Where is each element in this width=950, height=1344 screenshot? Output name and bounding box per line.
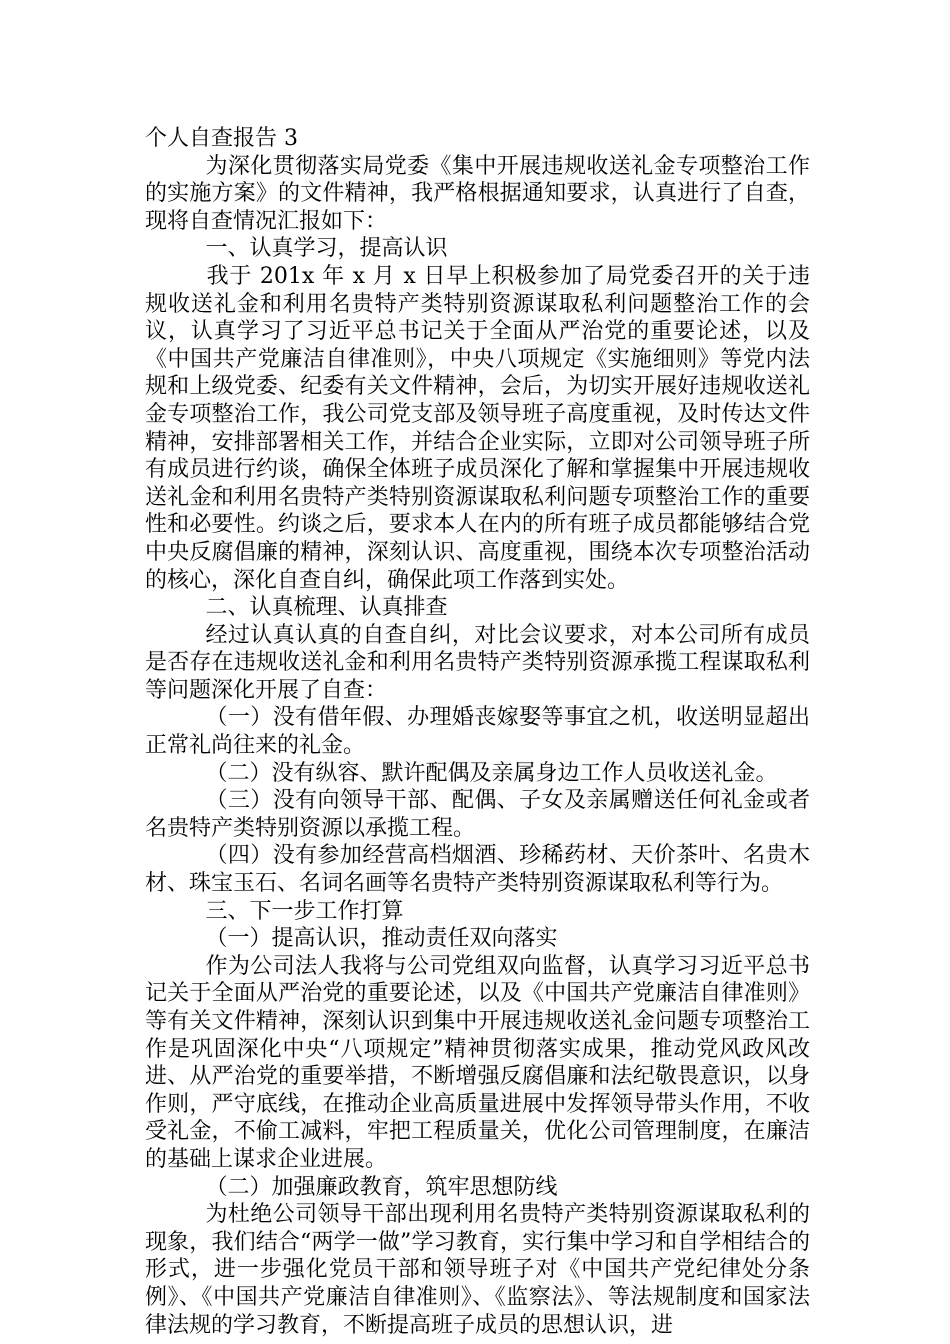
- section-heading-1: 一、认真学习，提高认识: [205, 236, 448, 262]
- list-item: （一）没有借年假、办理婚丧嫁娶等事宜之机，收送明显超出正常礼尚往来的礼金。: [145, 705, 810, 759]
- section-heading-2: 二、认真梳理、认真排查: [205, 595, 448, 621]
- section-heading-3: 三、下一步工作打算: [205, 898, 404, 924]
- sub-heading: （二）加强廉政教育，筑牢思想防线: [205, 1174, 558, 1200]
- body-paragraph: 经过认真认真的自查自纠，对比会议要求，对本公司所有成员是否存在违规收送礼金和利用名贵特产类特别资源承揽工程谋取私利等问题深化开展了自查：: [145, 622, 810, 703]
- body-paragraph: 作为公司法人我将与公司党组双向监督，认真学习习近平总书记关于全面从严治党的重要论述，以及《中国共产党廉洁自律准则》等有关文件精神，深刻认识到集中开展违规收送礼金问题专项整治工作是巩固深化中央“八项规定”精神贯彻落实成果，推动党风政风改进、从严治党的重要举措，不断增强反腐倡廉和法纪敬畏意识，以身作则，严守底线，在推动企业高质量进展中发挥领导带头作用，不收受礼金，不偷工减料，牢把工程质量关，优化公司管理制度，在廉洁的基础上谋求企业进展。: [145, 953, 810, 1172]
- body-paragraph: 为杜绝公司领导干部出现利用名贵特产类特别资源谋取私利的现象，我们结合“两学一做”学习教育，实行集中学习和自学相结合的形式，进一步强化党员干部和领导班子对《中国共产党纪律处分条例》、《中国共产党廉洁自律准则》、《监察法》、等法规制度和国家法律法规的学习教育，不断提高班子成员的思想认识，进: [145, 1202, 810, 1338]
- sub-heading: （一）提高认识，推动责任双向落实: [205, 926, 558, 952]
- document-body: [145, 125, 810, 1339]
- list-item: （二）没有纵容、默许配偶及亲属身边工作人员收送礼金。: [205, 760, 778, 786]
- body-paragraph: 我于 201x 年 x 月 x 日早上积极参加了局党委召开的关于违规收送礼金和利用名贵特产类特别资源谋取私利问题整治工作的会议，认真学习了习近平总书记关于全面从严治党的重要论述，以及《中国共产党廉洁自律准则》，中央八项规定《实施细则》等党内法规和上级党委、纪委有关文件精神，会后，为切实开展好违规收送礼金专项整治工作，我公司党支部及领导班子高度重视，及时传达文件精神，安排部署相关工作，并结合企业实际，立即对公司领导班子所有成员进行约谈，确保全体班子成员深化了解和掌握集中开展违规收送礼金和利用名贵特产类特别资源谋取私利问题专项整治工作的重要性和必要性。约谈之后，要求本人在内的所有班子成员都能够结合党中央反腐倡廉的精神，深刻认识、高度重视，围绕本次专项整治活动的核心，深化自查自纠，确保此项工作落到实处。: [145, 263, 810, 593]
- list-item: （三）没有向领导干部、配偶、子女及亲属赠送任何礼金或者名贵特产类特别资源以承揽工程。: [145, 788, 810, 841]
- intro-paragraph: 为深化贯彻落实局党委《集中开展违规收送礼金专项整治工作的实施方案》的文件精神，我严格根据通知要求，认真进行了自查，现将自查情况汇报如下：: [145, 153, 810, 234]
- list-item: （四）没有参加经营高档烟酒、珍稀药材、天价茶叶、名贵木材、珠宝玉石、名词名画等名贵特产类特别资源谋取私利等行为。: [145, 843, 810, 897]
- document-title: 个人自查报告 3: [145, 126, 298, 151]
